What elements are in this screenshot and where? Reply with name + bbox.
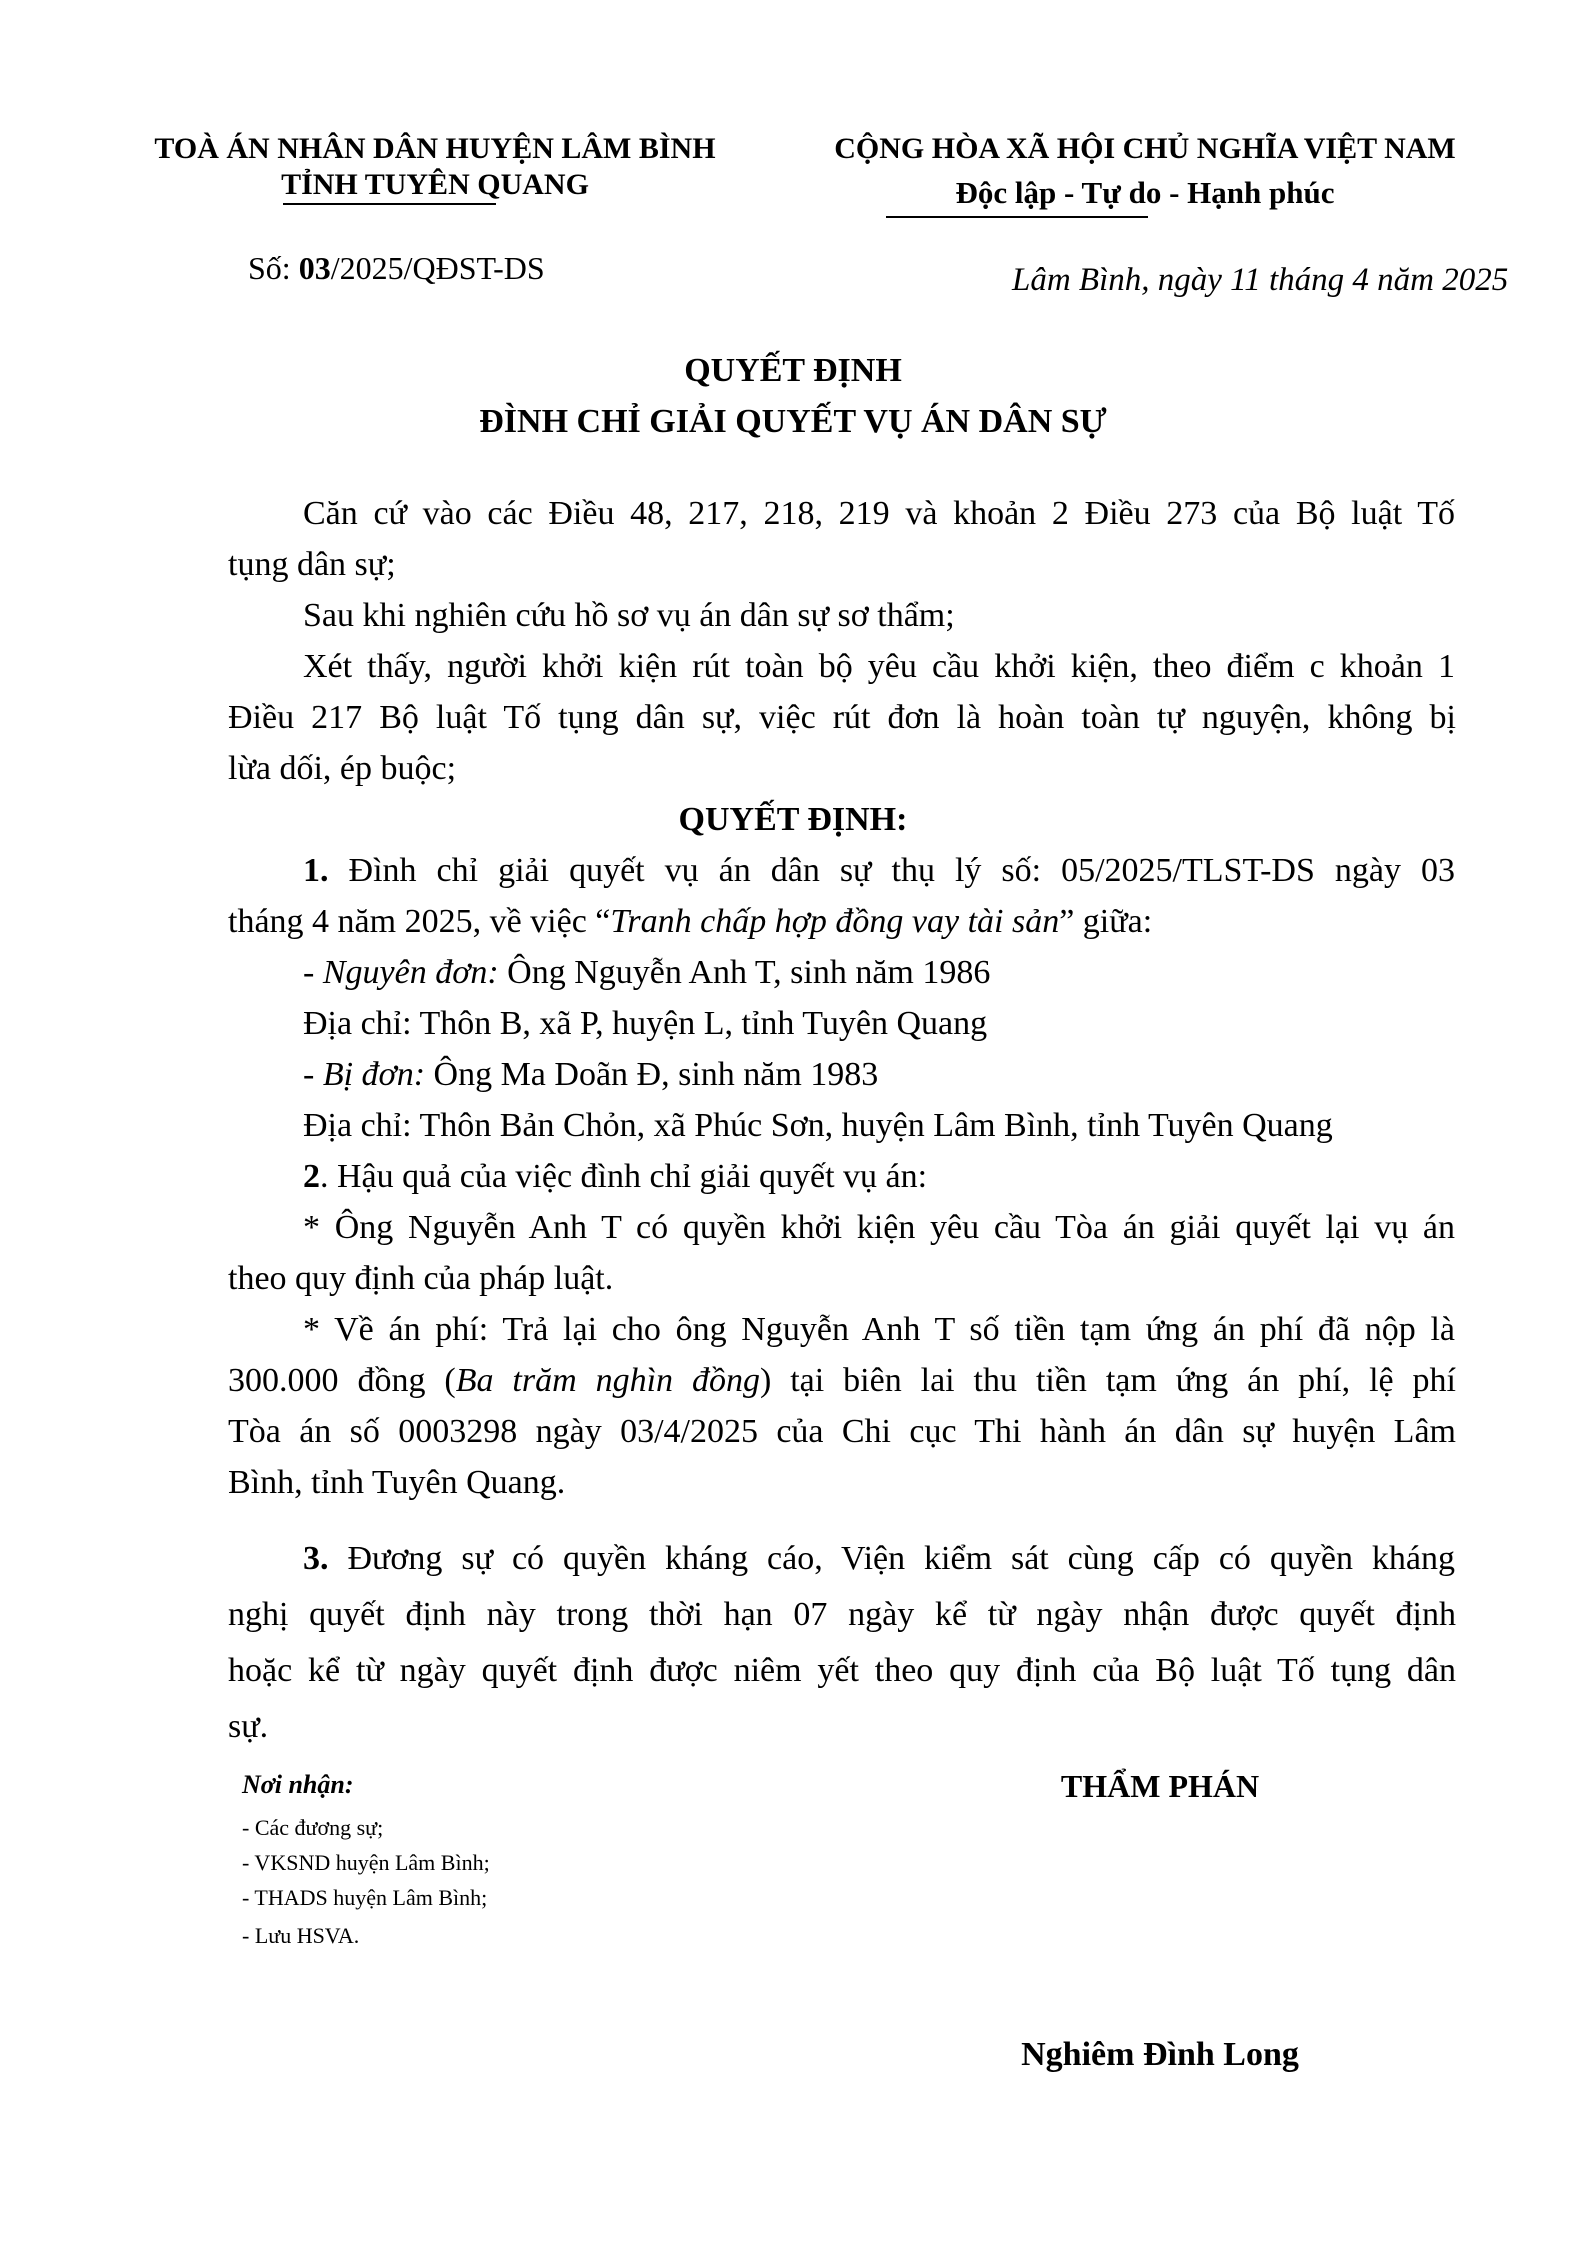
plaintiff-value: Ông Nguyễn Anh T, sinh năm 1986 (498, 954, 991, 991)
preamble-p1-line1: Căn cứ vào các Điều 48, 217, 218, 219 và khoản 2 Điều 273 của Bộ luật Tố (303, 495, 1455, 532)
title-line1: QUYẾT ĐỊNH (684, 352, 902, 389)
number-bold: 03 (298, 250, 331, 286)
item3-number: 3. (303, 1540, 329, 1577)
number-prefix: Số: (248, 250, 299, 286)
preamble-p3-line2: Điều 217 Bộ luật Tố tụng dân sự, việc rút đơn là hoàn toàn tự nguyện, không bị (228, 699, 1456, 736)
nation-name: CỘNG HÒA XÃ HỘI CHỦ NGHĨA VIỆT NAM (834, 132, 1456, 165)
recipient-item: - VKSND huyện Lâm Bình; (242, 1850, 490, 1875)
plaintiff-dash: - (303, 954, 323, 991)
plaintiff (303, 954, 990, 992)
recipient-item: - Lưu HSVA. (242, 1923, 360, 1948)
number-suffix: /2025/QĐST-DS (330, 250, 545, 286)
item1-line2-pre: tháng 4 năm 2025, về việc “ (228, 903, 611, 940)
fee-amount-words: Ba trăm nghìn đồng (455, 1362, 760, 1399)
item2-number: 2 (303, 1158, 320, 1195)
item3-text: Đương sự có quyền kháng cáo, Viện kiểm sát cùng cấp có quyền kháng (328, 1540, 1455, 1577)
item3-line2: nghị quyết định này trong thời hạn 07 ngày kể từ ngày nhận được quyết định (228, 1596, 1456, 1633)
preamble-p3-line1: Xét thấy, người khởi kiện rút toàn bộ yêu cầu khởi kiện, theo điểm c khoản 1 (303, 648, 1455, 685)
plaintiff-address: Địa chỉ: Thôn B, xã P, huyện L, tỉnh Tuyên Quang (303, 1005, 988, 1042)
fee-receipt: ) tại biên lai thu tiền tạm ứng án phí, lệ phí (759, 1362, 1456, 1399)
item1-number: 1. (303, 852, 329, 889)
defendant-label: Bị đơn: (322, 1056, 426, 1093)
item2-b-line1: * Về án phí: Trả lại cho ông Nguyễn Anh T số tiền tạm ứng án phí đã nộp là (303, 1311, 1455, 1348)
decision-heading: QUYẾT ĐỊNH: (678, 801, 908, 838)
document-number (248, 250, 545, 287)
fee-amount: 300.000 đồng ( (228, 1362, 456, 1399)
recipient-item: - Các đương sự; (242, 1815, 384, 1840)
court-underline (283, 203, 496, 205)
preamble-p3-line3: lừa dối, ép buộc; (228, 750, 457, 787)
item3-line3: hoặc kể từ ngày quyết định được niêm yết theo quy định của Bộ luật Tố tụng dân (228, 1652, 1456, 1689)
item2-a-line2: theo quy định của pháp luật. (228, 1260, 614, 1297)
title-line2: ĐÌNH CHỈ GIẢI QUYẾT VỤ ÁN DÂN SỰ (479, 403, 1107, 440)
signer-name: Nghiêm Đình Long (1021, 2036, 1299, 2073)
recipients-heading: Nơi nhận: (242, 1770, 354, 1799)
preamble-p2: Sau khi nghiên cứu hồ sơ vụ án dân sự sơ thẩm; (303, 597, 955, 634)
plaintiff-label: Nguyên đơn: (322, 954, 499, 991)
nation-motto: Độc lập - Tự do - Hạnh phúc (955, 175, 1335, 210)
item1-line1 (303, 852, 1455, 890)
defendant-dash: - (303, 1056, 323, 1093)
item2-heading (303, 1158, 927, 1196)
item2-heading-text: . Hậu quả của việc đình chỉ giải quyết vụ án: (320, 1158, 928, 1195)
defendant-address: Địa chỉ: Thôn Bản Chỏn, xã Phúc Sơn, huyện Lâm Bình, tỉnh Tuyên Quang (303, 1107, 1333, 1144)
defendant (303, 1056, 878, 1094)
court-province: TỈNH TUYÊN QUANG (281, 168, 589, 201)
item2-b-line2 (228, 1362, 1456, 1400)
case-type: Tranh chấp hợp đồng vay tài sản (610, 903, 1060, 940)
recipient-item: - THADS huyện Lâm Bình; (242, 1885, 488, 1910)
item1-text: Đình chỉ giải quyết vụ án dân sự thụ lý số: 05/2025/TLST-DS ngày 03 (328, 852, 1455, 889)
item3-line4: sự. (228, 1708, 269, 1745)
item3-line1 (303, 1540, 1455, 1578)
item2-a-line1: * Ông Nguyễn Anh T có quyền khởi kiện yêu cầu Tòa án giải quyết lại vụ án (303, 1209, 1455, 1246)
place-date: Lâm Bình, ngày 11 tháng 4 năm 2025 (1012, 262, 1509, 298)
defendant-value: Ông Ma Doãn Đ, sinh năm 1983 (425, 1056, 879, 1093)
preamble-p1-line2: tụng dân sự; (228, 546, 396, 583)
item2-b-line4: Bình, tỉnh Tuyên Quang. (228, 1464, 566, 1501)
court-name: TOÀ ÁN NHÂN DÂN HUYỆN LÂM BÌNH (154, 132, 716, 165)
item2-b-line3: Tòa án số 0003298 ngày 03/4/2025 của Chi cục Thi hành án dân sự huyện Lâm (228, 1413, 1456, 1450)
signer-title: THẨM PHÁN (1060, 1768, 1260, 1804)
item1-line2 (228, 903, 1152, 941)
motto-underline (886, 216, 1148, 218)
item1-line2-post: ” giữa: (1059, 903, 1153, 940)
